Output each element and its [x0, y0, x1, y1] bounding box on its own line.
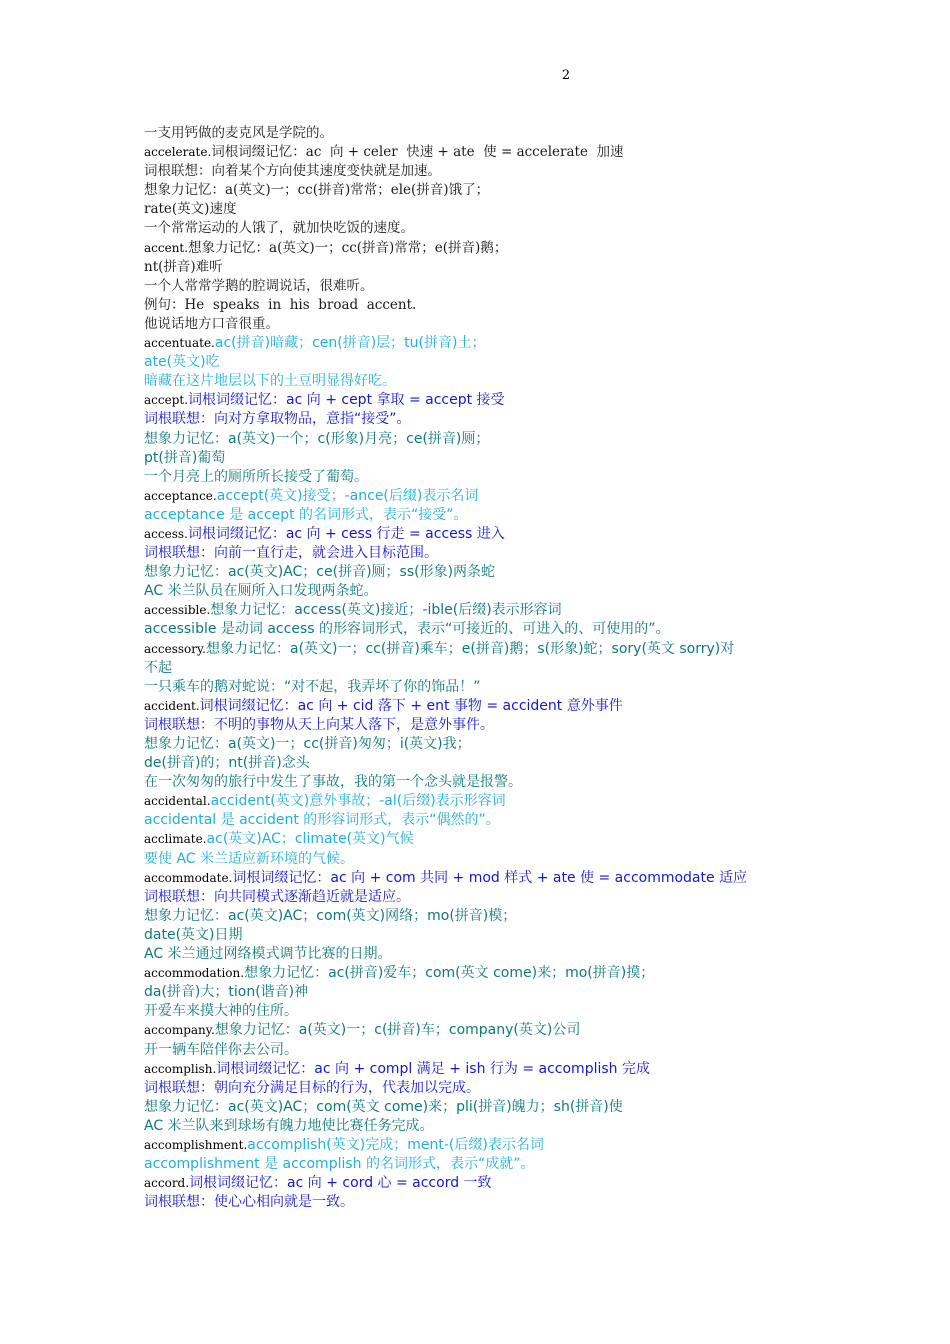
entry-text: 开爱车来摸大神的住所。: [144, 1003, 298, 1020]
entry-text: 词根词缀记忆：ac 向 + cept 拿取 = accept 接受: [188, 392, 505, 409]
entry-text: 想象力记忆：ac(英文)AC；ce(拼音)厕；ss(形象)两条蛇: [144, 564, 496, 581]
entry-headword: accent.: [144, 240, 189, 255]
entry-text: 一支用钙做的麦克风是学院的。: [144, 125, 333, 141]
text-line: [144, 716, 810, 735]
text-line: [144, 850, 810, 869]
entry-headword: acclimate.: [144, 832, 207, 847]
entry-text: 词根词缀记忆：ac 向 + compl 满足 + ish 行为 = accomplish 完成: [216, 1060, 650, 1077]
entry-headword: accident.: [144, 698, 200, 713]
entry-text: 要使 AC 米兰适应新环境的气候。: [144, 850, 355, 867]
entry-text: de(拼音)的；nt(拼音)念头: [144, 755, 310, 772]
text-line: [144, 1021, 810, 1040]
entry-text: 想象力记忆：a(英文)一；c(拼音)车；company(英文)公司: [214, 1022, 581, 1039]
entry-text: 暗藏在这片地层以下的土豆明显得好吃。: [144, 373, 396, 390]
entry-text: 想象力记忆：a(英文)一；cc(拼音)常常；e(拼音)鹅；: [188, 239, 508, 256]
entry-text: 词根联想：不明的事物从天上向某人落下，是意外事件。: [144, 716, 494, 733]
entry-text: 词根联想：朝向充分满足目标的行为，代表加以完成。: [144, 1079, 480, 1096]
entry-text: AC 米兰队来到球场有魄力地使比赛任务完成。: [144, 1117, 434, 1134]
entry-text: 开一辆车陪伴你去公司。: [144, 1041, 298, 1058]
text-line: [144, 983, 810, 1002]
text-line: [144, 907, 810, 926]
entry-text: 例句：He speaks in his broad accent.: [144, 296, 417, 313]
entry-text: 词根词缀记忆：ac 向 + cess 行走 = access 进入: [187, 525, 505, 542]
entry-text: 词根词缀记忆：ac 向 + cid 落下 + ent 事物 = accident 意外事件: [199, 697, 623, 714]
entry-text: 想象力记忆：ac(英文)AC；com(英文 come)来；pli(拼音)魄力；sh(拼音)使: [144, 1098, 623, 1115]
text-line: [144, 200, 810, 219]
entry-headword: accomplishment.: [144, 1137, 248, 1152]
text-line: [144, 1041, 810, 1060]
entry-text: 不起: [144, 659, 172, 676]
text-line: [144, 239, 810, 258]
entry-text: accident(英文)意外事故；-al(后缀)表示形容词: [210, 793, 506, 810]
entry-text: acceptance 是 accept 的名词形式，表示“接受”。: [144, 506, 468, 523]
text-line: [144, 659, 810, 678]
text-line: [144, 563, 810, 582]
text-line: [144, 964, 810, 983]
text-line: [144, 1193, 810, 1212]
entry-text: 想象力记忆：a(英文)一个；c(形象)月亮；ce(拼音)厕；: [144, 430, 490, 447]
text-line: [144, 888, 810, 907]
text-line: [144, 258, 810, 277]
text-line: [144, 830, 810, 849]
text-line: [144, 640, 810, 659]
text-line: [144, 773, 810, 792]
entry-text: pt(拼音)葡萄: [144, 449, 226, 466]
entry-text: 词根联想：向对方拿取物品，意指“接受”。: [144, 411, 411, 428]
entry-headword: accept.: [144, 393, 189, 408]
entry-text: AC 米兰通过网络模式调节比赛的日期。: [144, 946, 392, 963]
text-line: [144, 1117, 810, 1136]
text-line: [144, 277, 810, 296]
text-line: [144, 124, 810, 143]
text-line: [144, 1060, 810, 1079]
entry-text: 想象力记忆：a(英文)一；cc(拼音)乘车；e(拼音)鹅；s(形象)蛇；sory(英文 sorry)对: [205, 640, 735, 657]
entry-text: 想象力记忆：a(英文)一；cc(拼音)匆匆；i(英文)我；: [144, 736, 471, 752]
entry-headword: accord.: [144, 1176, 190, 1191]
text-line: [144, 945, 810, 964]
entry-headword: accommodation.: [144, 966, 245, 981]
entry-headword: accessible.: [144, 603, 211, 618]
entry-headword: access.: [144, 526, 188, 541]
text-line: [144, 353, 810, 372]
entry-text: 想象力记忆：ac(拼音)爱车；com(英文 come)来；mo(拼音)摸；: [244, 965, 655, 982]
entry-text: 想象力记忆：a(英文)一；cc(拼音)常常；ele(拼音)饿了；: [144, 182, 490, 199]
text-line: [144, 525, 810, 544]
text-line: [144, 926, 810, 945]
entry-text: ac(英文)AC；climate(英文)气候: [206, 831, 414, 848]
entry-text: ac(拼音)暗藏；cen(拼音)层；tu(拼音)土；: [214, 335, 486, 352]
text-line: [144, 735, 810, 754]
entry-headword: accentuate.: [144, 336, 215, 351]
text-line: [144, 219, 810, 238]
entry-text: accidental 是 accident 的形容词形式，表示“偶然的”。: [144, 812, 500, 829]
entry-text: 一只乘车的鹅对蛇说：“对不起，我弄坏了你的饰品！”: [144, 678, 481, 695]
text-line: [144, 792, 810, 811]
entry-text: accessible 是动词 access 的形容词形式，表示“可接近的、可进入的、可使用的”。: [144, 621, 670, 638]
text-line: [144, 697, 810, 716]
entry-headword: accessory.: [144, 641, 206, 656]
entry-headword: accompany.: [144, 1023, 215, 1038]
entry-headword: accommodate.: [144, 870, 233, 885]
entry-text: 在一次匆匆的旅行中发生了事故，我的第一个念头就是报警。: [144, 774, 522, 791]
entry-text: da(拼音)大；tion(谐音)神: [144, 984, 309, 1001]
entry-text: 想象力记忆：ac(英文)AC；com(英文)网络；mo(拼音)模；: [144, 907, 517, 924]
entry-headword: acceptance.: [144, 488, 217, 503]
text-line: [144, 506, 810, 525]
entry-text: 一个常常运动的人饿了，就加快吃饭的速度。: [144, 220, 414, 237]
entry-text: accomplish(英文)完成；ment-(后缀)表示名词: [247, 1136, 544, 1153]
entry-text: 一个月亮上的厕所所长接受了葡萄。: [144, 468, 368, 485]
entry-text: accept(英文)接受；-ance(后缀)表示名词: [216, 487, 479, 504]
text-line: [144, 334, 810, 353]
entry-text: 词根词缀记忆：ac 向 + celer 快速 + ate 使 = accelerate 加速: [211, 144, 624, 161]
entry-text: 词根联想：向着某个方向使其速度变快就是加速。: [144, 163, 441, 180]
text-line: [144, 869, 810, 888]
entry-text: AC 米兰队员在厕所入口发现两条蛇。: [144, 583, 378, 600]
text-line: [144, 162, 810, 181]
entry-text: rate(英文)速度: [144, 201, 237, 218]
document-body: [144, 124, 810, 1212]
text-line: [144, 1136, 810, 1155]
entry-text: ate(英文)吃: [144, 354, 220, 371]
entry-text: date(英文)日期: [144, 926, 243, 943]
entry-text: 词根词缀记忆：ac 向 + com 共同 + mod 样式 + ate 使 = accommodate 适应: [232, 869, 748, 886]
entry-text: 一个人常常学鹅的腔调说话，很难听。: [144, 277, 374, 294]
text-line: [144, 410, 810, 429]
text-line: [144, 1079, 810, 1098]
text-line: [144, 143, 810, 162]
entry-text: accomplishment 是 accomplish 的名词形式，表示“成就”。: [144, 1156, 535, 1173]
text-line: [144, 181, 810, 200]
text-line: [144, 754, 810, 773]
text-line: [144, 430, 810, 449]
entry-text: nt(拼音)难听: [144, 258, 223, 275]
text-line: [144, 1155, 810, 1174]
text-line: [144, 449, 810, 468]
entry-text: 词根联想：使心心相向就是一致。: [144, 1194, 354, 1211]
text-line: [144, 620, 810, 639]
entry-headword: accidental.: [144, 794, 211, 809]
entry-headword: accomplish.: [144, 1061, 217, 1076]
text-line: [144, 678, 810, 697]
text-line: [144, 296, 810, 315]
entry-headword: accelerate.: [144, 145, 212, 160]
text-line: [144, 487, 810, 506]
text-line: [144, 1174, 810, 1193]
entry-text: 词根联想：向前一直行走，就会进入目标范围。: [144, 545, 438, 562]
entry-text: 词根词缀记忆：ac 向 + cord 心 = accord 一致: [189, 1175, 492, 1192]
entry-text: 他说话地方口音很重。: [144, 315, 279, 332]
entry-text: 想象力记忆：access(英文)接近；-ible(后缀)表示形容词: [210, 602, 562, 619]
text-line: [144, 391, 810, 410]
text-line: [144, 582, 810, 601]
text-line: [144, 544, 810, 563]
page-number: 2: [561, 68, 571, 83]
text-line: [144, 811, 810, 830]
entry-text: 词根联想：向共同模式逐渐趋近就是适应。: [144, 888, 410, 905]
text-line: [144, 1098, 810, 1117]
text-line: [144, 315, 810, 334]
text-line: [144, 1002, 810, 1021]
text-line: [144, 372, 810, 391]
text-line: [144, 468, 810, 487]
text-line: [144, 601, 810, 620]
